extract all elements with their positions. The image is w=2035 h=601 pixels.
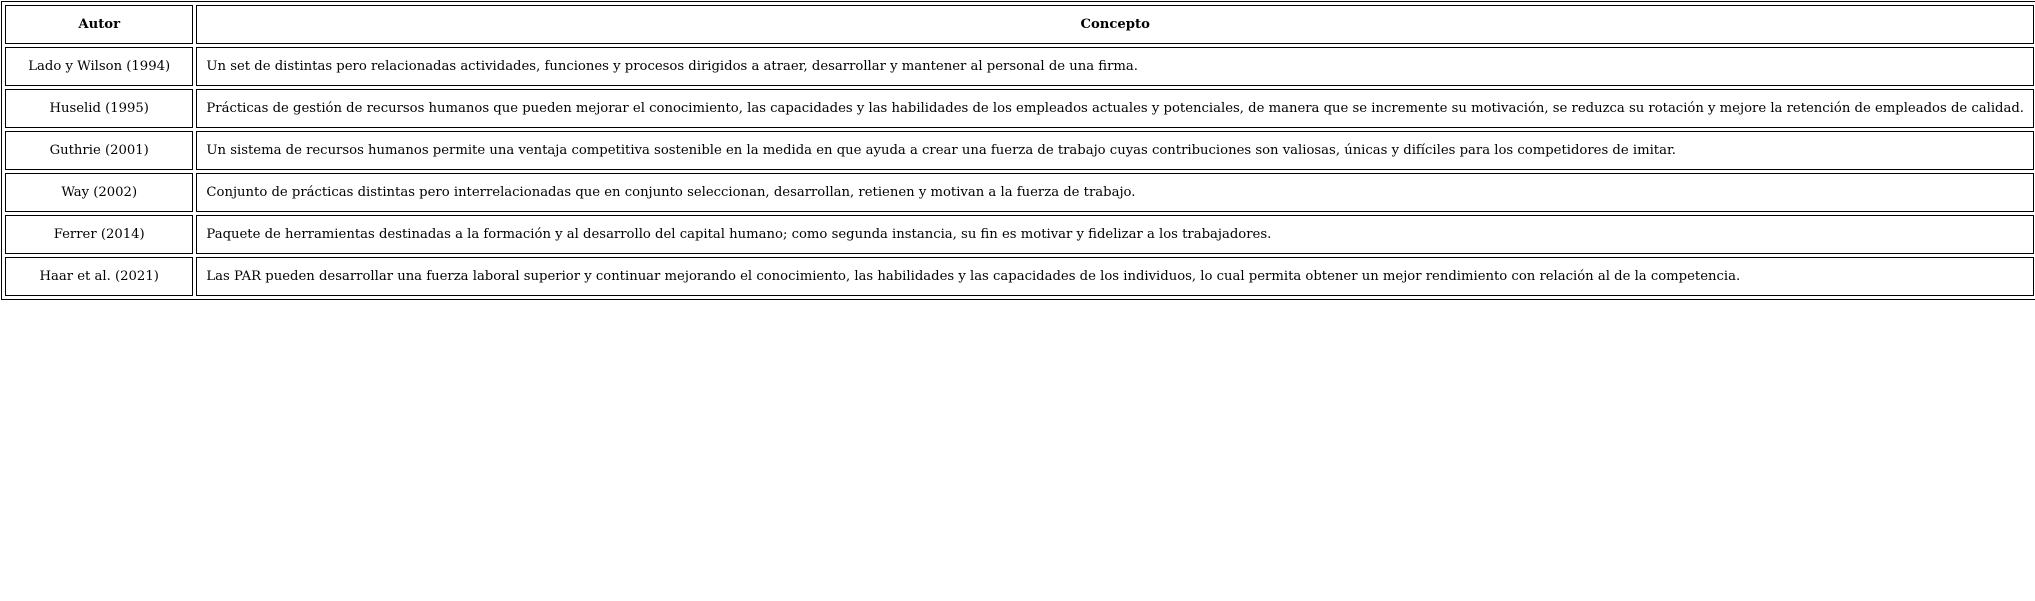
cell-concepto: Conjunto de prácticas distintas pero interrelacionadas que en conjunto seleccionan, desarrollan, retienen y motivan a la fuerza de trabajo.: [196, 173, 2034, 212]
table-row: [5, 215, 2034, 254]
cell-autor: Lado y Wilson (1994): [5, 47, 193, 86]
table-row: [5, 257, 2034, 296]
cell-autor: Ferrer (2014): [5, 215, 193, 254]
header-autor: Autor: [5, 5, 193, 44]
cell-concepto: Un set de distintas pero relacionadas actividades, funciones y procesos dirigidos a atraer, desarrollar y mantener al personal de una firma.: [196, 47, 2034, 86]
cell-autor: Huselid (1995): [5, 89, 193, 128]
table-row: [5, 89, 2034, 128]
cell-concepto: Paquete de herramientas destinadas a la formación y al desarrollo del capital humano; como segunda instancia, su fin es motivar y fidelizar a los trabajadores.: [196, 215, 2034, 254]
table-row: [5, 47, 2034, 86]
cell-autor: Haar et al. (2021): [5, 257, 193, 296]
cell-concepto: Las PAR pueden desarrollar una fuerza laboral superior y continuar mejorando el conocimiento, las habilidades y las capacidades de los individuos, lo cual permita obtener un mejor rendimiento con relación al de la competencia.: [196, 257, 2034, 296]
table-row: [5, 173, 2034, 212]
cell-concepto: Prácticas de gestión de recursos humanos que pueden mejorar el conocimiento, las capacidades y las habilidades de los empleados actuales y potenciales, de manera que se incremente su motivación, se reduzca su rotación y mejore la retención de empleados de calidad.: [196, 89, 2034, 128]
concepts-table-wrapper: [4, 4, 2035, 297]
header-concepto: Concepto: [196, 5, 2034, 44]
table-row: [5, 131, 2034, 170]
concepts-table: [1, 1, 2035, 300]
cell-concepto: Un sistema de recursos humanos permite una ventaja competitiva sostenible en la medida en que ayuda a crear una fuerza de trabajo cuyas contribuciones son valiosas, únicas y difíciles para los competidores de imitar.: [196, 131, 2034, 170]
table-header-row: [5, 5, 2034, 44]
cell-autor: Way (2002): [5, 173, 193, 212]
cell-autor: Guthrie (2001): [5, 131, 193, 170]
